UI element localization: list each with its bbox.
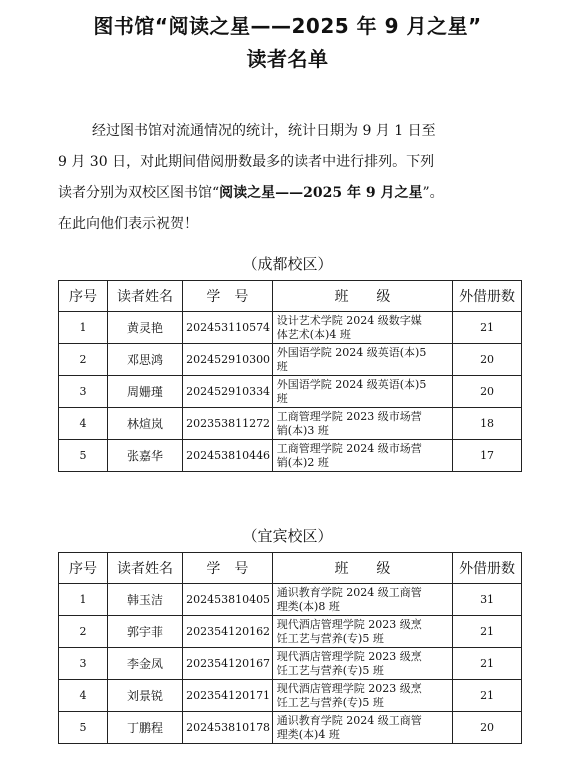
cell-no: 3 bbox=[59, 376, 108, 408]
cell-class-line1: 通识教育学院 2024 级工商管 bbox=[276, 585, 422, 599]
document-title: 图书馆“阅读之星——2025 年 9 月之星” bbox=[93, 14, 482, 38]
cell-class bbox=[272, 584, 452, 616]
cell-count: 21 bbox=[453, 648, 522, 680]
cell-no: 5 bbox=[59, 440, 108, 472]
cell-no: 1 bbox=[59, 312, 108, 344]
header-count: 外借册数 bbox=[453, 281, 522, 312]
cell-id: 202452910300 bbox=[183, 344, 273, 376]
cell-name: 李金凤 bbox=[108, 648, 183, 680]
cell-class bbox=[272, 376, 452, 408]
cell-id: 202354120171 bbox=[183, 680, 273, 712]
cell-count: 20 bbox=[453, 712, 522, 744]
cell-class-line1: 现代酒店管理学院 2023 级烹 bbox=[276, 617, 422, 631]
cell-name: 周姗瑾 bbox=[108, 376, 183, 408]
cell-count: 21 bbox=[453, 616, 522, 648]
cell-name: 张嘉华 bbox=[108, 440, 183, 472]
table-row bbox=[59, 312, 522, 344]
header-id: 学 号 bbox=[183, 281, 273, 312]
cell-name: 黄灵艳 bbox=[108, 312, 183, 344]
cell-name: 林煊岚 bbox=[108, 408, 183, 440]
cell-count: 20 bbox=[453, 344, 522, 376]
table-row bbox=[59, 680, 522, 712]
cell-no: 4 bbox=[59, 680, 108, 712]
header-no: 序号 bbox=[59, 553, 108, 584]
cell-count: 17 bbox=[453, 440, 522, 472]
table-body bbox=[59, 584, 522, 744]
cell-no: 2 bbox=[59, 616, 108, 648]
cell-class-line1: 现代酒店管理学院 2023 级烹 bbox=[276, 649, 422, 663]
table-row bbox=[59, 408, 522, 440]
table-header-row bbox=[59, 553, 522, 584]
cell-class-line1: 外国语学院 2024 级英语(本)5 bbox=[276, 345, 427, 359]
table-row bbox=[59, 376, 522, 408]
cell-class-line2: 饪工艺与营养(专)5 班 bbox=[276, 631, 384, 645]
cell-id: 202452910334 bbox=[183, 376, 273, 408]
cell-name: 邓思鸿 bbox=[108, 344, 183, 376]
cell-class bbox=[272, 312, 452, 344]
cell-id: 202453810446 bbox=[183, 440, 273, 472]
document-subtitle: 读者名单 bbox=[246, 47, 329, 71]
cell-class bbox=[272, 680, 452, 712]
table-header-row bbox=[59, 281, 522, 312]
cell-class-line2: 饪工艺与营养(专)5 班 bbox=[276, 663, 384, 677]
cell-count: 20 bbox=[453, 376, 522, 408]
cell-class bbox=[272, 344, 452, 376]
cell-class-line2: 班 bbox=[276, 391, 288, 405]
cell-count: 31 bbox=[453, 584, 522, 616]
cell-class-line1: 工商管理学院 2023 级市场营 bbox=[276, 409, 422, 423]
cell-id: 202453810178 bbox=[183, 712, 273, 744]
cell-name: 郭宇菲 bbox=[108, 616, 183, 648]
cell-id: 202354120167 bbox=[183, 648, 273, 680]
intro-paragraph bbox=[58, 116, 520, 240]
cell-class bbox=[272, 440, 452, 472]
cell-class-line2: 理类(本)4 班 bbox=[276, 727, 340, 741]
cell-count: 21 bbox=[453, 680, 522, 712]
cell-name: 丁鹏程 bbox=[108, 712, 183, 744]
cell-class-line1: 工商管理学院 2024 级市场营 bbox=[276, 441, 422, 455]
cell-count: 21 bbox=[453, 312, 522, 344]
cell-no: 2 bbox=[59, 344, 108, 376]
cell-class-line1: 通识教育学院 2024 级工商管 bbox=[276, 713, 422, 727]
cell-no: 1 bbox=[59, 584, 108, 616]
header-name: 读者姓名 bbox=[108, 281, 183, 312]
cell-id: 202453810405 bbox=[183, 584, 273, 616]
reader-table-yibin bbox=[58, 552, 522, 744]
table-row bbox=[59, 584, 522, 616]
intro-line-3 bbox=[58, 178, 520, 209]
cell-no: 5 bbox=[59, 712, 108, 744]
cell-class bbox=[272, 408, 452, 440]
cell-class bbox=[272, 712, 452, 744]
reader-table-chengdu bbox=[58, 280, 522, 472]
intro-line-3-suffix: ”。 bbox=[422, 185, 444, 201]
cell-class-line2: 体艺术(本)4 班 bbox=[276, 327, 351, 341]
cell-class-line2: 销(本)3 班 bbox=[276, 423, 329, 437]
table-row bbox=[59, 648, 522, 680]
cell-class bbox=[272, 648, 452, 680]
intro-line-1: 经过图书馆对流通情况的统计，统计日期为 9 月 1 日至 bbox=[92, 123, 436, 139]
cell-id: 202453110574 bbox=[183, 312, 273, 344]
cell-class-line2: 销(本)2 班 bbox=[276, 455, 329, 469]
cell-class-line1: 外国语学院 2024 级英语(本)5 bbox=[276, 377, 427, 391]
header-count: 外借册数 bbox=[453, 553, 522, 584]
table-row bbox=[59, 440, 522, 472]
cell-count: 18 bbox=[453, 408, 522, 440]
header-id: 学 号 bbox=[183, 553, 273, 584]
campus-label-yibin: （宜宾校区） bbox=[242, 527, 333, 545]
cell-class bbox=[272, 616, 452, 648]
intro-line-4: 在此向他们表示祝贺！ bbox=[58, 216, 198, 232]
cell-class-line2: 饪工艺与营养(专)5 班 bbox=[276, 695, 384, 709]
cell-id: 202354120162 bbox=[183, 616, 273, 648]
header-class: 班 级 bbox=[272, 281, 452, 312]
table-row bbox=[59, 616, 522, 648]
campus-label-chengdu: （成都校区） bbox=[242, 255, 333, 273]
table-row bbox=[59, 712, 522, 744]
cell-class-line1: 现代酒店管理学院 2023 级烹 bbox=[276, 681, 422, 695]
cell-class-line2: 理类(本)8 班 bbox=[276, 599, 340, 613]
header-name: 读者姓名 bbox=[108, 553, 183, 584]
header-no: 序号 bbox=[59, 281, 108, 312]
intro-award-name: 阅读之星——2025 年 9 月之星 bbox=[219, 185, 423, 201]
intro-line-2: 9 月 30 日，对此期间借阅册数最多的读者中进行排列。下列 bbox=[58, 154, 435, 170]
cell-name: 韩玉洁 bbox=[108, 584, 183, 616]
intro-line-3-prefix: 读者分别为双校区图书馆“ bbox=[58, 185, 220, 201]
cell-no: 3 bbox=[59, 648, 108, 680]
table-row bbox=[59, 344, 522, 376]
cell-name: 刘景锐 bbox=[108, 680, 183, 712]
cell-no: 4 bbox=[59, 408, 108, 440]
cell-id: 202353811272 bbox=[183, 408, 273, 440]
table-body bbox=[59, 312, 522, 472]
cell-class-line1: 设计艺术学院 2024 级数字媒 bbox=[276, 313, 422, 327]
header-class: 班 级 bbox=[272, 553, 452, 584]
cell-class-line2: 班 bbox=[276, 359, 288, 373]
